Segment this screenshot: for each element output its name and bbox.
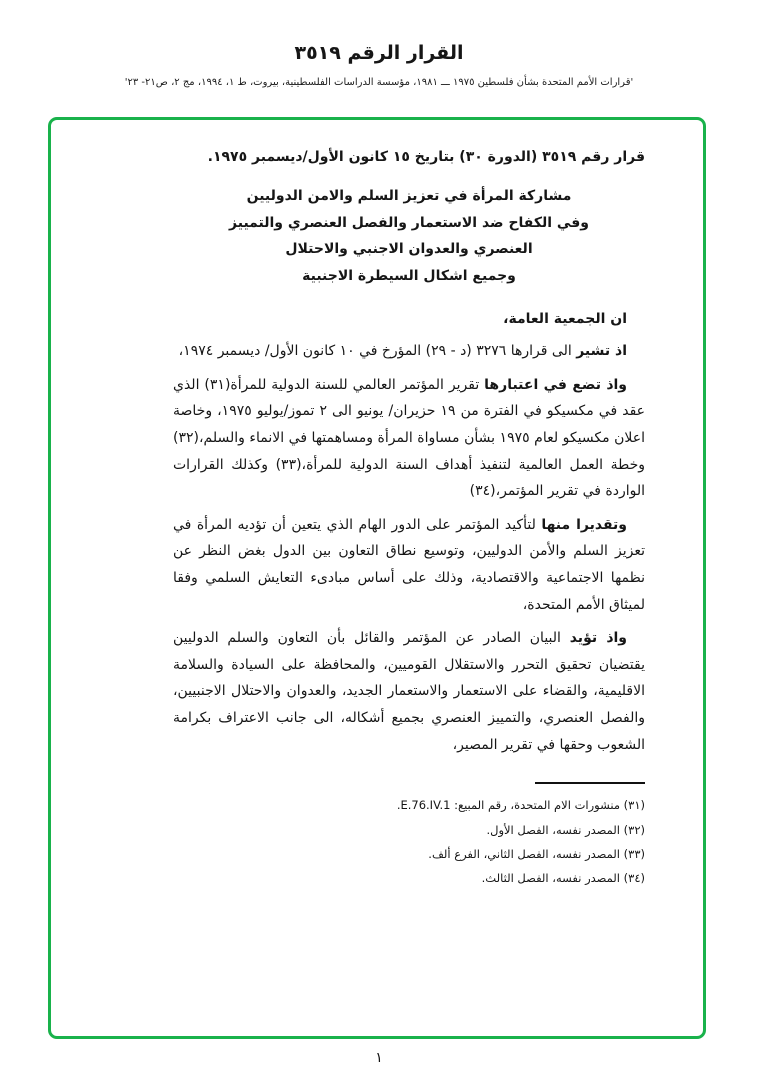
- paragraph-text: تقرير المؤتمر العالمي للسنة الدولية للمرأة(٣١) الذي عقد في مكسيكو في الفترة من ١٩ حزيران/ يونيو الى ٢ تموز/يوليو ١٩٧٥، وخاصة اعلان مكسيكو لعام ١٩٧٥ بشأن مساواة المرأة ومساهمتها في الانماء والسلم،(٣٢) وخطة العمل العالمية لتنفيذ أهداف السنة الدولية للمرأة،(٣٣) وكذلك القرارات الواردة في تقرير المؤتمر،(٣٤): [173, 376, 646, 500]
- resolution-headings: [173, 183, 645, 289]
- paragraph-lead: واذ تضع في اعتبارها: [484, 376, 628, 393]
- document-body: [51, 120, 703, 890]
- heading-line: وجميع اشكال السيطرة الاجنبية: [302, 268, 516, 285]
- citation-line: 'قرارات الأمم المتحدة بشأن فلسطين ١٩٧٥ ـــ ١٩٨١، مؤسسة الدراسات الفلسطينية، بيروت، ط ١، ١٩٩٤، مج ٢، ص٢١- ٢٣': [124, 77, 634, 88]
- document-header: [0, 0, 758, 88]
- paragraph-text: لتأكيد المؤتمر على الدور الهام الذي يتعين أن تؤديه المرأة في تعزيز السلم والأمن الدوليين، وتوسيع نطاق التعاون بين الدول بغض النظر عن نظمها الاجتماعية والاقتصادية، وذلك على أساس مبادىء التعايش السلمي وفقا لميثاق الأمم المتحدة،: [173, 516, 645, 613]
- footnote-divider: [535, 782, 645, 784]
- footnote-item: (٣٤) المصدر نفسه، الفصل الثالث.: [481, 871, 645, 886]
- paragraph: [173, 512, 645, 618]
- paragraph: [173, 372, 645, 505]
- footnote-item: (٣٣) المصدر نفسه، الفصل الثاني، الفرع ألف.: [428, 847, 645, 862]
- heading-line: وفي الكفاح ضد الاستعمار والفصل العنصري والتمييز: [229, 214, 589, 231]
- opening-line: ان الجمعية العامة،: [503, 310, 627, 327]
- page-title: القرار الرقم ٣٥١٩: [294, 42, 464, 64]
- paragraph-text: الى قرارها ٣٢٧٦ (د - ٢٩) المؤرخ في ١٠ كانون الأول/ ديسمبر ١٩٧٤،: [178, 343, 577, 360]
- paragraph-lead: واذ تؤيد: [569, 630, 628, 647]
- page-number: ١: [375, 1050, 383, 1066]
- resolution-title: قرار رقم ٣٥١٩ (الدورة ٣٠) بتاريخ ١٥ كانون الأول/ديسمبر ١٩٧٥.: [207, 149, 645, 165]
- paragraph: [173, 625, 645, 758]
- document-frame: [48, 117, 706, 1039]
- footnote-item: (٣٢) المصدر نفسه، الفصل الأول.: [486, 822, 645, 837]
- footnote-item: (٣١) منشورات الام المتحدة، رقم المبيع: E.76.IV.1.: [396, 798, 645, 813]
- paragraph-lead: اذ تشير: [576, 343, 627, 360]
- paragraph-text: البيان الصادر عن المؤتمر والقائل بأن التعاون والسلم الدوليين يقتضيان تحقيق التحرر والاستقلال القوميين، والمحافظة على السيادة والسلامة الاقليمية، والقضاء على الاستعمار والاستعمار الجديد، والعدوان والاحتلال الاجنبيين، والفصل العنصري، والتمييز العنصري بجميع أشكاله، الى جانب الاعتراف بكرامة الشعوب وحقها في تقرير المصير،: [173, 630, 645, 753]
- paragraph: [173, 338, 645, 365]
- paragraph-lead: وتقديرا منها: [541, 516, 627, 533]
- heading-line: العنصري والعدوان الاجنبي والاحتلال: [285, 241, 533, 258]
- heading-line: مشاركة المرأة في تعزيز السلم والامن الدوليين: [246, 188, 572, 205]
- footnotes: [173, 794, 645, 890]
